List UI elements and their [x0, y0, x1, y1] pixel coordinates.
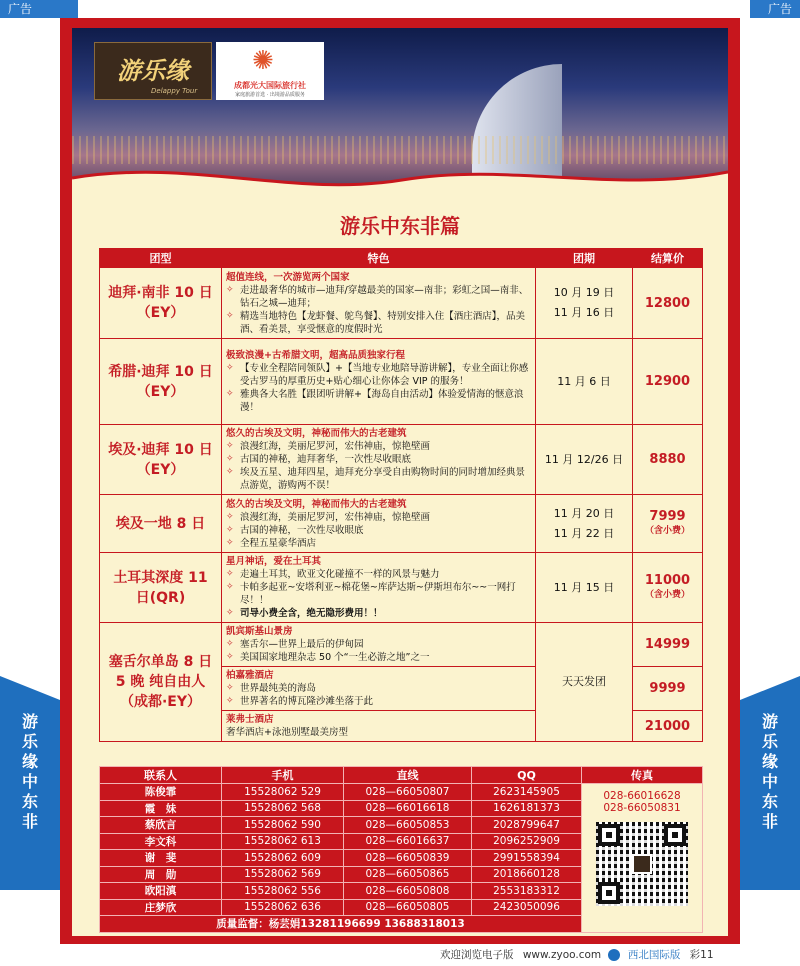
tour-price-note: （含小费）	[644, 525, 690, 536]
contact-header-line: 直线	[344, 767, 472, 784]
footer	[440, 947, 714, 962]
tour-group-name: 迪拜·南非 10 日（EY）	[100, 268, 222, 339]
contact-mobile: 15528062 556	[222, 883, 344, 900]
tour-date: 11 月 15 日	[553, 580, 615, 594]
ad-frame	[60, 18, 740, 944]
banner-wave	[72, 158, 728, 206]
seychelles-feature-item: ✧ 美国国家地理杂志 50 个“一生必游之地”之一	[226, 651, 531, 664]
side-char: 缘	[21, 752, 38, 771]
agency-name: 成都光大国际旅行社	[234, 81, 306, 90]
tour-date: 11 月 12/26 日	[544, 452, 624, 466]
side-char: 游	[761, 712, 778, 731]
side-char: 中	[21, 772, 38, 791]
contact-qq: 2553183312	[472, 883, 582, 900]
contact-table	[99, 766, 703, 933]
contact-mobile: 15528062 609	[222, 850, 344, 867]
side-char: 东	[761, 792, 778, 811]
tour-feature-item: ✧ 全程五星豪华酒店	[226, 537, 531, 550]
seychelles-group-name: 塞舌尔单岛 8 日 5 晚 纯自由人（成都·EY）	[100, 623, 222, 742]
contact-line: 028—66050853	[344, 817, 472, 834]
qr-corner	[664, 824, 686, 846]
agency-mark-icon: ✺	[252, 46, 274, 76]
contact-row	[100, 784, 703, 801]
tour-date: 11 月 20 日	[553, 506, 615, 520]
side-char: 非	[21, 812, 38, 831]
tour-highlight: 悠久的古埃及文明，神秘而伟大的古老建筑	[226, 498, 407, 510]
contact-line: 028—66050865	[344, 866, 472, 883]
tour-feature-item: ✧ 走遍土耳其，欧亚文化碰撞不一样的风景与魅力	[226, 568, 531, 581]
tour-price-cell	[633, 425, 703, 495]
contact-mobile: 15528062 569	[222, 866, 344, 883]
qr-code-image[interactable]	[596, 822, 688, 906]
brand-logo	[94, 42, 212, 100]
tour-feature-item: ✧ 浪漫红海，美丽尼罗河，宏伟神庙，惊艳壁画	[226, 511, 531, 524]
side-char: 中	[761, 772, 778, 791]
contact-name: 李文科	[100, 833, 222, 850]
tour-table-header	[100, 249, 703, 268]
contact-name: 欧阳滇	[100, 883, 222, 900]
tour-dates	[536, 339, 633, 425]
qr-logo-icon	[632, 854, 652, 874]
tour-price-cell	[633, 268, 703, 339]
header-date: 团期	[536, 249, 633, 268]
ad-panel	[72, 28, 728, 936]
tour-features	[222, 495, 536, 553]
tour-date: 10 月 19 日	[553, 286, 615, 299]
contact-line: 028—66016637	[344, 833, 472, 850]
tour-group-name: 埃及·迪拜 10 日（EY）	[100, 425, 222, 495]
qr-corner	[598, 882, 620, 904]
tour-features	[222, 425, 536, 495]
tour-group-name: 土耳其深度 11 日(QR)	[100, 553, 222, 623]
tour-dates	[536, 425, 633, 495]
seychelles-hotel: 柏嘉雅酒店	[226, 670, 274, 681]
tour-date: 11 月 16 日	[553, 306, 615, 319]
contact-qq: 2991558394	[472, 850, 582, 867]
page-title: 游乐中东非篇	[340, 214, 460, 238]
contact-line: 028—66050839	[344, 850, 472, 867]
tour-group-name: 埃及一地 8 日	[100, 495, 222, 553]
seychelles-hotel: 凯宾斯基山景房	[226, 626, 293, 637]
tour-price: 11000	[644, 572, 691, 588]
contact-name: 霞 妹	[100, 800, 222, 817]
tour-price-cell	[633, 339, 703, 425]
contact-line: 028—66050807	[344, 784, 472, 801]
ad-label-right: 广告	[750, 0, 800, 18]
tour-highlight: 极致浪漫+古希腊文明，超高品质独家行程	[226, 350, 405, 361]
header-feature: 特色	[222, 249, 536, 268]
agency-slogan: 家庭旅游首选 · 出境游品质服务	[235, 92, 305, 98]
tour-feature-item: ✧ 浪漫红海，美丽尼罗河，宏伟神庙，惊艳壁画	[226, 440, 531, 453]
contact-qq: 2018660128	[472, 866, 582, 883]
qr-corner	[598, 824, 620, 846]
contact-header-qq: QQ	[472, 767, 582, 784]
side-char: 乐	[761, 732, 778, 751]
contact-qq: 2028799647	[472, 817, 582, 834]
side-char: 缘	[761, 752, 778, 771]
contact-line: 028—66050808	[344, 883, 472, 900]
quality-supervisor: 质量监督：杨芸娟13281196699 13688318013	[100, 916, 582, 933]
tour-highlight: 星月神话，爱在土耳其	[226, 556, 322, 567]
tour-row	[100, 339, 703, 425]
tour-price-cell	[633, 495, 703, 553]
seychelles-feature-item: 奢华酒店+泳池别墅最美房型	[226, 727, 348, 738]
tour-feature-item: ✧ 卡帕多起亚~安塔利亚~棉花堡~库萨达斯~伊斯坦布尔~~一网打尽！！	[226, 581, 531, 607]
footer-text: 欢迎浏览电子版	[440, 949, 514, 961]
edition-logo-icon	[608, 949, 620, 961]
tour-date: 11 月 6 日	[557, 374, 611, 388]
tour-feature-item: ✧ 精选当地特色【龙虾餐、鸵鸟餐】、特别安排入住【酒庄酒店】，品美酒、看美景，享受惬意的度假时光	[226, 310, 531, 336]
contact-name: 周 勋	[100, 866, 222, 883]
tour-features	[222, 268, 536, 339]
seychelles-price: 9999	[633, 667, 703, 711]
header-group: 团型	[100, 249, 222, 268]
contact-mobile: 15528062 590	[222, 817, 344, 834]
contact-mobile: 15528062 529	[222, 784, 344, 801]
contact-header-name: 联系人	[100, 767, 222, 784]
tour-feature-item: ✧ 埃及五星、迪拜四星，迪拜充分享受自由购物时间的同时增加经典景点游览，游购两不误！	[226, 466, 531, 492]
seychelles-feature-item: ✧ 塞舌尔—世界上最后的伊甸园	[226, 638, 531, 651]
tour-price: 12900	[644, 374, 691, 389]
contact-line: 028—66016618	[344, 800, 472, 817]
tour-feature-item: ✧ 【专业全程陪同领队】+【当地专业地陪导游讲解】，专业全面让你感受古罗马的厚重历史+贴心细心让你体会 VIP 的服务！	[226, 362, 531, 388]
tour-price-note: （含小费）	[644, 589, 690, 600]
header-price: 结算价	[633, 249, 703, 268]
tour-row	[100, 553, 703, 623]
tour-dates	[536, 268, 633, 339]
contact-name: 陈俊霏	[100, 784, 222, 801]
fax-number: 028-66016628	[603, 790, 681, 802]
seychelles-price: 14999	[633, 623, 703, 667]
seychelles-hotel: 莱弗士酒店	[226, 714, 274, 725]
contact-header	[100, 767, 703, 784]
fax-number: 028-66050831	[603, 802, 681, 814]
seychelles-features	[222, 667, 536, 711]
contact-qq: 2423050096	[472, 899, 582, 916]
footer-edition: 西北国际版	[627, 949, 681, 961]
contact-name: 谢 斐	[100, 850, 222, 867]
tour-row	[100, 495, 703, 553]
seychelles-feature-item: ✧ 世界最纯美的海岛	[226, 682, 531, 695]
tour-feature-item: ✧ 古国的神秘，迪拜奢华，一次性尽收眼底	[226, 453, 531, 466]
brand-sub: Delappy Tour	[151, 87, 198, 95]
side-char: 东	[21, 792, 38, 811]
side-char: 乐	[21, 732, 38, 751]
seychelles-row	[100, 623, 703, 667]
contact-qq: 2096252909	[472, 833, 582, 850]
footer-url[interactable]: www.zyoo.com	[522, 949, 602, 961]
tour-price-cell	[633, 553, 703, 623]
contact-header-mobile: 手机	[222, 767, 344, 784]
tour-date: 11 月 22 日	[553, 526, 615, 540]
side-text-right	[740, 712, 800, 832]
seychelles-feature-item: ✧ 世界著名的博瓦隆沙滩坐落于此	[226, 695, 531, 708]
tour-row	[100, 425, 703, 495]
tour-feature-item: ✧ 走进最奢华的城市—迪拜/穿越最美的国家—南非；彩虹之国—南非、钻石之城—迪拜；	[226, 284, 531, 310]
tour-table	[99, 248, 703, 742]
seychelles-features	[222, 623, 536, 667]
tour-price: 7999	[649, 508, 686, 524]
contact-header-fax: 传真	[582, 767, 703, 784]
contact-mobile: 15528062 568	[222, 800, 344, 817]
tour-feature-item: ✧ 雅典各大名胜【跟团听讲解+【海岛自由活动】体验爱情海的惬意浪漫！	[226, 388, 531, 414]
contact-name: 庄梦欣	[100, 899, 222, 916]
tour-features	[222, 339, 536, 425]
tour-highlight: 悠久的古埃及文明，神秘而伟大的古老建筑	[226, 428, 407, 439]
footer-page: 彩11	[689, 949, 714, 961]
side-char: 游	[21, 712, 38, 731]
ad-label-left: 广告	[0, 0, 78, 18]
brand-name: 游乐缘	[117, 56, 189, 85]
tour-feature-item: ✧ 古国的神秘，一次性尽收眼底	[226, 524, 531, 537]
seychelles-price: 21000	[633, 711, 703, 742]
side-text-left	[0, 712, 60, 832]
tour-price: 12800	[644, 295, 691, 311]
tour-dates	[536, 495, 633, 553]
contact-fax-cell	[582, 784, 703, 933]
tour-feature-item: ✧ 司导小费全含，绝无隐形费用！！	[226, 607, 531, 620]
side-char: 非	[761, 812, 778, 831]
tour-dates	[536, 553, 633, 623]
tour-row	[100, 268, 703, 339]
tour-features	[222, 553, 536, 623]
contact-qq: 2623145905	[472, 784, 582, 801]
seychelles-features	[222, 711, 536, 742]
seychelles-date: 天天发团	[536, 623, 633, 742]
contact-mobile: 15528062 613	[222, 833, 344, 850]
contact-line: 028—66050805	[344, 899, 472, 916]
tour-highlight: 超值连线，一次游览两个国家	[226, 271, 350, 283]
agency-logo	[216, 42, 324, 100]
tour-group-name: 希腊·迪拜 10 日（EY）	[100, 339, 222, 425]
contact-qq: 1626181373	[472, 800, 582, 817]
contact-mobile: 15528062 636	[222, 899, 344, 916]
tour-price: 8880	[649, 452, 686, 467]
contact-name: 蔡欣言	[100, 817, 222, 834]
